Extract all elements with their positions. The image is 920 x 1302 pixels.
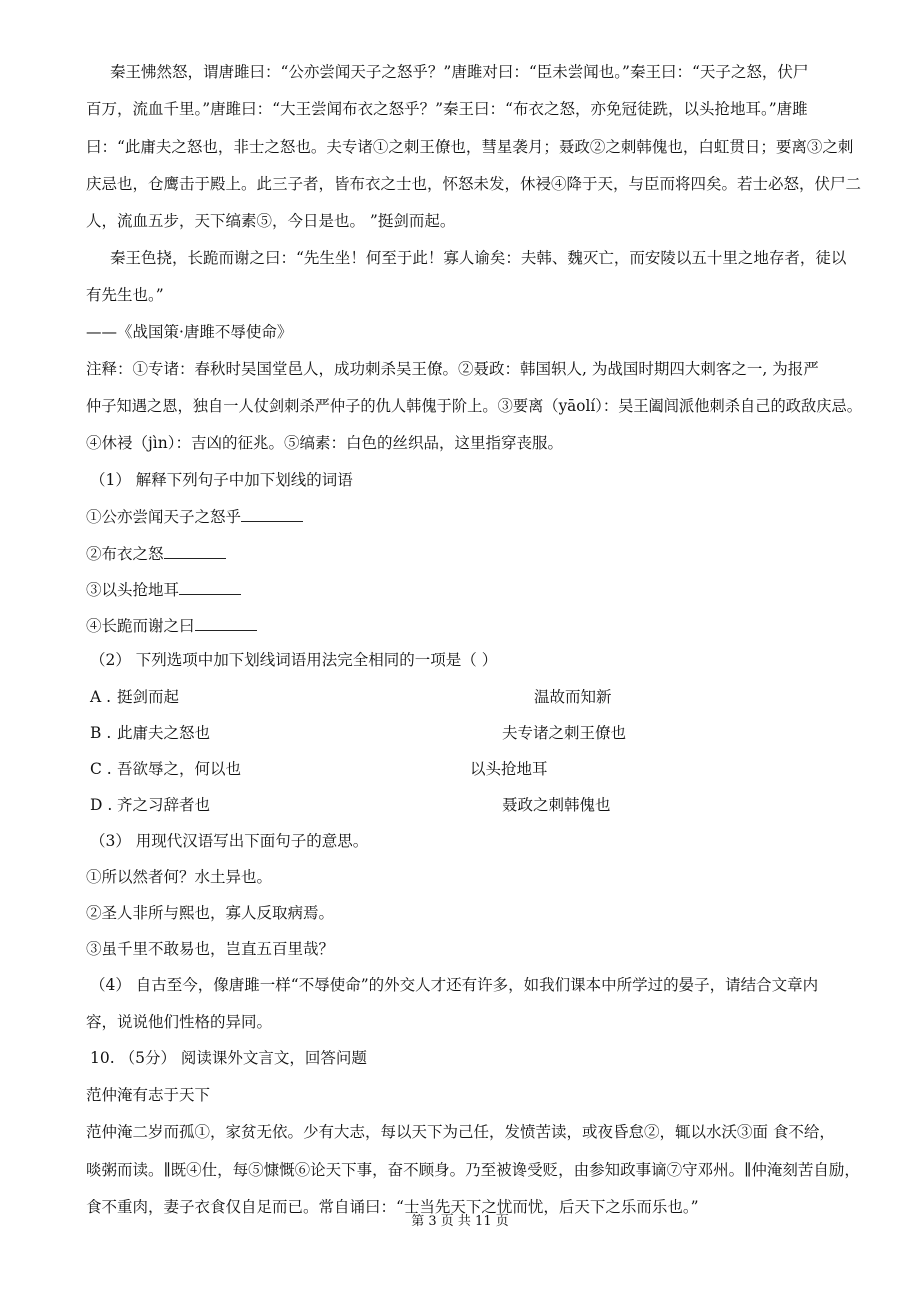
option-b-right: 夫专诸之刺王僚也 <box>502 724 627 742</box>
option-c-label: C . <box>90 760 112 778</box>
q3-item-3: ③虽千里不敢易也，岂直五百里哉？ <box>86 940 335 958</box>
source-citation: ——《战国策·唐雎不辱使命》 <box>86 323 293 341</box>
q1-item-4-text: ④长跪而谢之曰 <box>86 617 195 635</box>
para1-line-1: 秦王怫然怒，谓唐雎曰：“公亦尝闻天子之怒乎？”唐雎对曰：“臣未尝闻也。”秦王曰：“天子之怒，伏尸 <box>110 63 809 81</box>
option-a-label: A . <box>90 688 112 706</box>
q1-item-3-text: ③以头抢地耳 <box>86 581 180 599</box>
answer-blank[interactable] <box>179 578 241 595</box>
para1-line-3: 曰：“此庸夫之怒也，非士之怒也。夫专诸①之刺王僚也，彗星袭月；聂政②之刺韩傀也，白虹贯日；要离③之刺 <box>86 138 854 156</box>
q10-title: 范仲淹有志于天下 <box>86 1086 211 1104</box>
q10-heading: 10. （5分） 阅读课外文言文，回答问题 <box>90 1049 367 1067</box>
para1-line-2: 百万，流血千里。”唐雎曰：“大王尝闻布衣之怒乎？”秦王曰：“布衣之怒，亦免冠徒跣，以头抢地耳。”唐雎 <box>86 100 808 118</box>
q3-item-1: ①所以然者何？水土异也。 <box>86 868 273 886</box>
q10-text-line-2: 啖粥而读。∥既④仕，每⑤慷慨⑥论天下事，奋不顾身。乃至被谗受贬，由参知政事谪⑦守邓州。∥仲淹刻苦自励， <box>86 1161 860 1179</box>
para2-line-1: 秦王色挠，长跪而谢之曰：“先生坐！何至于此！寡人谕矣：夫韩、魏灭亡，而安陵以五十里之地存者，徒以 <box>110 249 847 267</box>
option-a-left: 挺剑而起 <box>117 688 180 706</box>
para2-line-2: 有先生也。” <box>86 286 164 304</box>
q2-stem: （2） 下列选项中加下划线词语用法完全相同的一项是（ ） <box>90 651 498 669</box>
answer-blank[interactable] <box>164 542 226 559</box>
q1-item-2 <box>86 542 226 564</box>
option-d-label: D . <box>90 796 113 814</box>
q1-item-1-text: ①公亦尝闻天子之怒乎 <box>86 508 242 526</box>
notes-line-3: ④休祲（jìn）：吉凶的征兆。⑤缟素：白色的丝织品，这里指穿丧服。 <box>86 434 563 452</box>
q4-line-1: （4） 自古至今，像唐雎一样“不辱使命”的外交人才还有许多，如我们课本中所学过的晏子，请结合文章内 <box>90 976 819 994</box>
answer-blank[interactable] <box>195 614 257 631</box>
q3-item-2: ②圣人非所与熙也，寡人反取病焉。 <box>86 904 335 922</box>
q1-item-1 <box>86 505 303 527</box>
option-c-left: 吾欲辱之，何以也 <box>117 760 242 778</box>
option-b-label: B . <box>90 724 112 742</box>
option-d-right: 聂政之刺韩傀也 <box>502 796 611 814</box>
q10-text-line-1: 范仲淹二岁而孤①，家贫无依。少有大志，每以天下为己任，发愤苦读，或夜昏怠②，辄以水沃③面 食不给， <box>86 1123 835 1141</box>
para1-line-5: 人，流血五步，天下缟素⑤，今日是也。 ”挺剑而起。 <box>86 212 456 230</box>
option-c-right: 以头抢地耳 <box>470 760 548 778</box>
notes-line-1: 注释：①专诸：春秋时吴国堂邑人，成功刺杀吴王僚。②聂政：韩国轵人, 为战国时期四大刺客之一, 为报严 <box>86 360 819 378</box>
para1-line-4: 庆忌也，仓鹰击于殿上。此三子者，皆布衣之士也，怀怒未发，休祲④降于天，与臣而将四矣。若士必怒，伏尸二 <box>86 175 862 193</box>
answer-blank[interactable] <box>241 505 303 522</box>
page-footer: 第 3 页 共 11 页 <box>411 1214 509 1229</box>
q3-stem: （3） 用现代汉语写出下面句子的意思。 <box>90 832 369 850</box>
q1-item-3 <box>86 578 241 600</box>
option-d-left: 齐之习辞者也 <box>117 796 211 814</box>
q10-text-line-3: 食不重肉，妻子衣食仅自足而已。常自诵曰：“士当先天下之忧而忧，后天下之乐而乐也。” <box>86 1198 699 1216</box>
q1-item-2-text: ②布衣之怒 <box>86 545 164 563</box>
option-a-right: 温故而知新 <box>534 688 612 706</box>
notes-line-2: 仲子知遇之恩，独自一人仗剑刺杀严仲子的仇人韩傀于阶上。③要离（yāolí）：吴王阖闾派他刺杀自己的政敌庆忌。 <box>86 397 862 415</box>
q1-item-4 <box>86 614 257 636</box>
option-b-left: 此庸夫之怒也 <box>117 724 211 742</box>
q1-stem: （1） 解释下列句子中加下划线的词语 <box>90 471 353 489</box>
q4-line-2: 容，说说他们性格的异同。 <box>86 1013 273 1031</box>
